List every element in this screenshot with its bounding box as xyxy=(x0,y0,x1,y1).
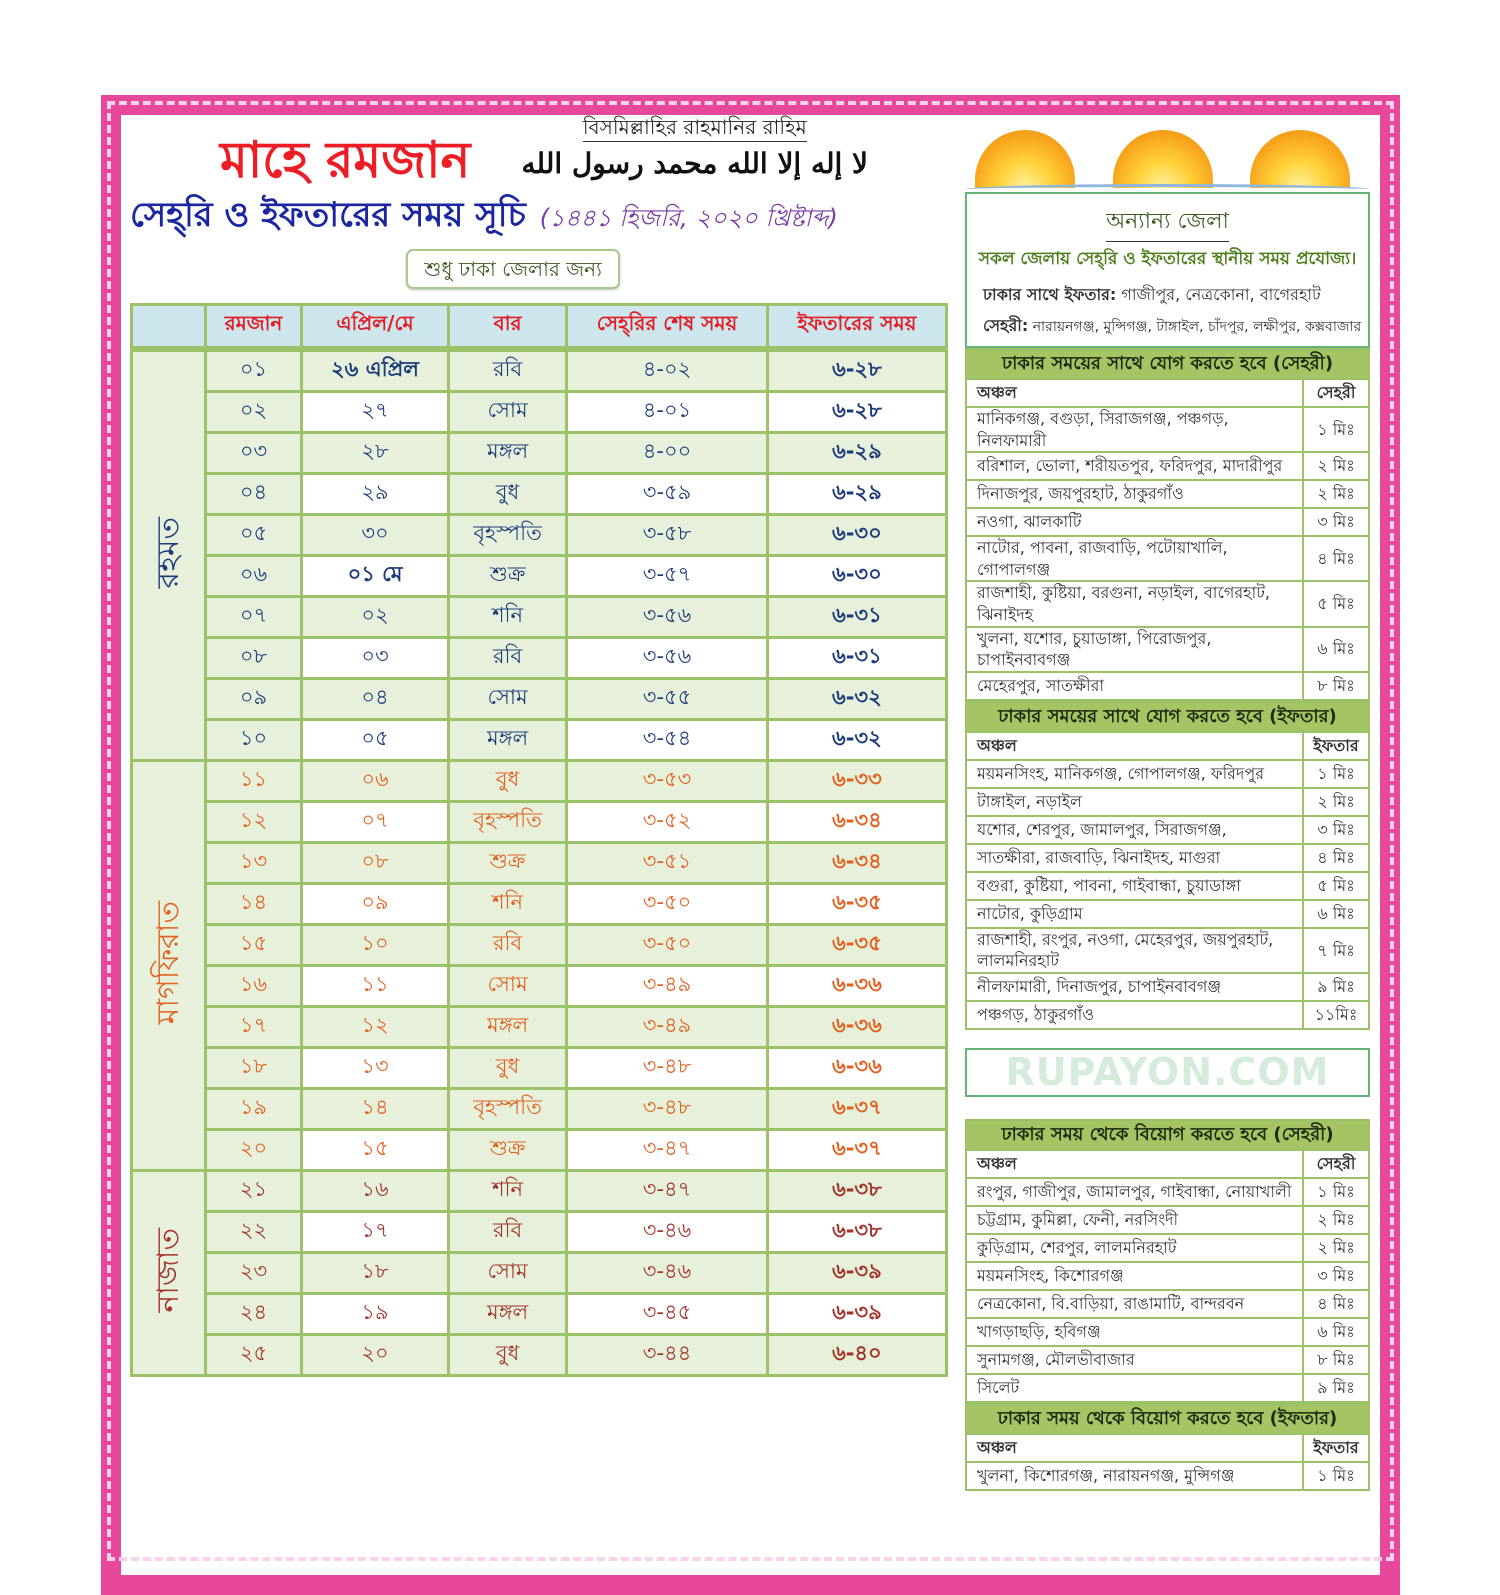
region-row xyxy=(966,816,1369,844)
weekday-cell: বুধ xyxy=(448,1047,566,1088)
weekday-cell: মঙ্গল xyxy=(448,1293,566,1334)
sehri-time-cell: ৩-৪৮ xyxy=(567,1088,767,1129)
region-names: খাগড়াছড়ি, হবিগঞ্জ xyxy=(966,1318,1303,1346)
weekday-cell: বৃহস্পতি xyxy=(448,801,566,842)
weekday-cell: শনি xyxy=(448,1170,566,1211)
schedule-row xyxy=(132,1006,947,1047)
sehri-same-list: নারায়নগঞ্জ, মুন্সিগঞ্জ, টাঙ্গাইল, চাঁদপুর, লক্ষীপুর, কক্সবাজার xyxy=(1032,319,1362,335)
iftar-time-cell: ৬-৩১ xyxy=(767,637,946,678)
ramadan-day-cell: ১১ xyxy=(205,760,301,801)
region-row xyxy=(966,900,1369,928)
region-table-title: ঢাকার সময় থেকে বিয়োগ করতে হবে (সেহরী) xyxy=(966,1120,1369,1150)
region-names: নেত্রকোনা, বি.বাড়িয়া, রাঙামাটি, বান্দরবন xyxy=(966,1290,1303,1318)
schedule-row xyxy=(132,1088,947,1129)
region-names: রাজশাহী, রংপুর, নওগা, মেহেরপুর, জয়পুরহাট, লালমনিরহাট xyxy=(966,928,1303,973)
region-table-title: ঢাকার সময়ের সাথে যোগ করতে হবে (সেহরী) xyxy=(966,349,1369,379)
region-table-title-row xyxy=(966,1404,1369,1434)
weekday-cell: শুক্র xyxy=(448,842,566,883)
iftar-time-cell: ৬-৩৭ xyxy=(767,1129,946,1170)
date-cell: ১৩ xyxy=(302,1047,449,1088)
weekday-cell: বুধ xyxy=(448,760,566,801)
date-cell: ২৮ xyxy=(302,432,449,473)
minutes-offset: ২ মিঃ xyxy=(1303,1234,1369,1262)
minutes-column-header: সেহরী xyxy=(1303,1150,1369,1178)
schedule-row xyxy=(132,678,947,719)
sehri-time-cell: ৩-৪৬ xyxy=(567,1211,767,1252)
region-row xyxy=(966,872,1369,900)
weekday-cell: মঙ্গল xyxy=(448,1006,566,1047)
sehri-time-cell: ৩-৫১ xyxy=(567,842,767,883)
sehri-time-cell: ৪-০০ xyxy=(567,432,767,473)
schedule-row xyxy=(132,596,947,637)
other-districts-title: অন্যান্য জেলা xyxy=(1106,204,1229,242)
schedule-row xyxy=(132,555,947,596)
group-label: রহমত xyxy=(150,516,186,589)
sun-icon xyxy=(1113,130,1213,188)
minutes-offset: ২ মিঃ xyxy=(1303,1206,1369,1234)
minutes-column-header: ইফতার xyxy=(1303,1434,1369,1462)
sehri-time-cell: ৩-৪৯ xyxy=(567,1006,767,1047)
other-districts-note: সকল জেলায় সেহ্‌রি ও ইফতারের স্থানীয় সময় প্রযোজ্য। xyxy=(978,249,1357,269)
region-column-header: অঞ্চল xyxy=(966,732,1303,760)
region-table-title: ঢাকার সময় থেকে বিয়োগ করতে হবে (ইফতার) xyxy=(966,1404,1369,1434)
sun-icon xyxy=(975,130,1075,188)
minutes-offset: ৩ মিঃ xyxy=(1303,1262,1369,1290)
region-names: ময়মনসিংহ, মানিকগঞ্জ, গোপালগঞ্জ, ফরিদপুর xyxy=(966,760,1303,788)
region-row xyxy=(966,407,1369,452)
iftar-time-cell: ৬-৩৬ xyxy=(767,965,946,1006)
date-cell: ১৭ xyxy=(302,1211,449,1252)
page-subtitle: সেহ্‌রি ও ইফতারের সময় সূচি xyxy=(130,195,526,235)
minutes-offset: ৪ মিঃ xyxy=(1303,1290,1369,1318)
schedule-row xyxy=(132,473,947,514)
ramadan-day-cell: ১৬ xyxy=(205,965,301,1006)
ramadan-day-cell: ০৫ xyxy=(205,514,301,555)
region-names: বগুরা, কুষ্টিয়া, পাবনা, গাইবান্ধা, চুয়াডাঙ্গা xyxy=(966,872,1303,900)
iftar-time-cell: ৬-৩৯ xyxy=(767,1293,946,1334)
sehri-time-cell: ৩-৫৭ xyxy=(567,555,767,596)
schedule-row xyxy=(132,760,947,801)
schedule-row xyxy=(132,432,947,473)
ramadan-day-cell: ২৫ xyxy=(205,1334,301,1375)
region-names: কুড়িগ্রাম, শেরপুর, লালমনিরহাট xyxy=(966,1234,1303,1262)
sehri-end-header: সেহ্‌রির শেষ সময় xyxy=(567,304,767,349)
schedule-row xyxy=(132,1334,947,1375)
kalima-calligraphy-logo: لا إله إلا الله محمد رسول الله xyxy=(521,147,868,180)
schedule-table xyxy=(130,303,948,1377)
weekday-cell: শনি xyxy=(448,596,566,637)
date-cell: ২৭ xyxy=(302,391,449,432)
date-cell: ১৪ xyxy=(302,1088,449,1129)
ramadan-day-cell: ০৭ xyxy=(205,596,301,637)
schedule-row xyxy=(132,965,947,1006)
horizon-decoration xyxy=(965,184,1370,195)
iftar-time-cell: ৬-৩২ xyxy=(767,719,946,760)
date-cell: ২০ xyxy=(302,1334,449,1375)
date-cell: ১০ xyxy=(302,924,449,965)
iftar-time-cell: ৬-৩৪ xyxy=(767,842,946,883)
schedule-row xyxy=(132,349,947,392)
sehri-time-cell: ৩-৪৮ xyxy=(567,1047,767,1088)
sun-icon xyxy=(1250,130,1350,188)
year-label: (১৪৪১ হিজরি, ২০২০ খ্রিষ্টাব্দ) xyxy=(539,204,838,232)
region-row xyxy=(966,452,1369,480)
dhaka-only-badge: শুধু ঢাকা জেলার জন্য xyxy=(406,249,620,289)
schedule-row xyxy=(132,391,947,432)
region-table-header-row xyxy=(966,732,1369,760)
date-cell: ১৯ xyxy=(302,1293,449,1334)
schedule-row xyxy=(132,801,947,842)
region-names: রাজশাহী, কুষ্টিয়া, বরগুনা, নড়াইল, বাগেরহাট, ঝিনাইদহ xyxy=(966,581,1303,626)
weekday-cell: বুধ xyxy=(448,473,566,514)
iftar-time-cell: ৬-২৮ xyxy=(767,391,946,432)
minutes-offset: ১ মিঃ xyxy=(1303,760,1369,788)
region-names: দিনাজপুর, জয়পুরহাট, ঠাকুরগাঁও xyxy=(966,480,1303,508)
iftar-time-cell: ৬-২৮ xyxy=(767,349,946,392)
ramadan-day-cell: ১৪ xyxy=(205,883,301,924)
region-table-header-row xyxy=(966,379,1369,407)
schedule-row xyxy=(132,1252,947,1293)
sehri-time-cell: ৩-৫৪ xyxy=(567,719,767,760)
region-row xyxy=(966,928,1369,973)
date-cell: ০৫ xyxy=(302,719,449,760)
weekday-cell: সোম xyxy=(448,391,566,432)
iftar-same-label: ঢাকার সাথে ইফতার: xyxy=(983,285,1117,304)
weekday-cell: শনি xyxy=(448,883,566,924)
minutes-offset: ৮ মিঃ xyxy=(1303,672,1369,700)
subtitle-row xyxy=(130,194,948,237)
weekday-cell: সোম xyxy=(448,1252,566,1293)
region-row xyxy=(966,581,1369,626)
region-row xyxy=(966,480,1369,508)
sehri-time-cell: ৩-৪৪ xyxy=(567,1334,767,1375)
minutes-offset: ৩ মিঃ xyxy=(1303,816,1369,844)
sehri-same-label: সেহরী: xyxy=(983,316,1029,335)
sehri-time-cell: ৩-৫৬ xyxy=(567,596,767,637)
region-row xyxy=(966,973,1369,1001)
iftar-subtract-table xyxy=(965,1403,1370,1491)
date-cell: ০৩ xyxy=(302,637,449,678)
region-names: নাটোর, কুড়িগ্রাম xyxy=(966,900,1303,928)
iftar-same-list: গাজীপুর, নেত্রকোনা, বাগেরহাট xyxy=(1121,285,1321,304)
weekday-cell: বৃহস্পতি xyxy=(448,514,566,555)
region-row xyxy=(966,760,1369,788)
weekday-header: বার xyxy=(448,304,566,349)
date-cell: ১৮ xyxy=(302,1252,449,1293)
date-cell: ০৯ xyxy=(302,883,449,924)
weekday-cell: শুক্র xyxy=(448,1129,566,1170)
region-table-title-row xyxy=(966,702,1369,732)
group-cell xyxy=(132,760,206,1170)
schedule-row xyxy=(132,719,947,760)
schedule-column xyxy=(130,114,948,1377)
minutes-offset: ১ মিঃ xyxy=(1303,407,1369,452)
group-cell xyxy=(132,1170,206,1375)
ramadan-day-cell: ২১ xyxy=(205,1170,301,1211)
date-cell: ২৯ xyxy=(302,473,449,514)
region-table-header-row xyxy=(966,1150,1369,1178)
watermark-logo: RUPAYON.COM xyxy=(965,1048,1370,1097)
page-title: মাহে রমজান xyxy=(220,131,471,189)
region-row xyxy=(966,844,1369,872)
suns-decoration xyxy=(965,130,1370,192)
iftar-time-cell: ৬-৩৯ xyxy=(767,1252,946,1293)
schedule-row xyxy=(132,1293,947,1334)
sehri-time-cell: ৩-৪৫ xyxy=(567,1293,767,1334)
region-row xyxy=(966,1462,1369,1490)
weekday-cell: রবি xyxy=(448,349,566,392)
region-row xyxy=(966,1001,1369,1029)
region-row xyxy=(966,1318,1369,1346)
region-column-header: অঞ্চল xyxy=(966,379,1303,407)
region-names: খুলনা, কিশোরগঞ্জ, নারায়নগঞ্জ, মুন্সিগঞ্জ xyxy=(966,1462,1303,1490)
sehri-time-cell: ৩-৫৩ xyxy=(567,760,767,801)
ramadan-day-cell: ০২ xyxy=(205,391,301,432)
sehri-time-cell: ৩-৪৭ xyxy=(567,1170,767,1211)
date-cell: ২৬ এপ্রিল xyxy=(302,349,449,392)
date-cell: ৩০ xyxy=(302,514,449,555)
region-names: নওগা, ঝালকাটি xyxy=(966,508,1303,536)
sehri-time-cell: ৩-৫৮ xyxy=(567,514,767,555)
districts-column xyxy=(965,130,1370,1491)
weekday-cell: সোম xyxy=(448,965,566,1006)
minutes-offset: ৮ মিঃ xyxy=(1303,1346,1369,1374)
region-column-header: অঞ্চল xyxy=(966,1150,1303,1178)
schedule-row xyxy=(132,514,947,555)
minutes-column-header: সেহরী xyxy=(1303,379,1369,407)
iftar-time-cell: ৬-৩৬ xyxy=(767,1006,946,1047)
region-names: রংপুর, গাজীপুর, জামালপুর, গাইবান্ধা, নোয়াখালী xyxy=(966,1178,1303,1206)
minutes-offset: ৪ মিঃ xyxy=(1303,844,1369,872)
region-names: সুনামগঞ্জ, মৌলভীবাজার xyxy=(966,1346,1303,1374)
minutes-column-header: ইফতার xyxy=(1303,732,1369,760)
minutes-offset: ৪ মিঃ xyxy=(1303,536,1369,581)
date-cell: ০৭ xyxy=(302,801,449,842)
region-row xyxy=(966,788,1369,816)
iftar-time-cell: ৬-২৯ xyxy=(767,432,946,473)
iftar-time-cell: ৬-২৯ xyxy=(767,473,946,514)
weekday-cell: বৃহস্পতি xyxy=(448,1088,566,1129)
region-row xyxy=(966,1178,1369,1206)
region-row xyxy=(966,1206,1369,1234)
iftar-time-cell: ৬-৩৪ xyxy=(767,801,946,842)
ramadan-day-cell: ২২ xyxy=(205,1211,301,1252)
ramadan-day-cell: ০৩ xyxy=(205,432,301,473)
sehri-time-cell: ৩-৫৫ xyxy=(567,678,767,719)
ramadan-day-cell: ১৮ xyxy=(205,1047,301,1088)
schedule-row xyxy=(132,1170,947,1211)
date-cell: ০৮ xyxy=(302,842,449,883)
iftar-time-cell: ৬-৩৮ xyxy=(767,1170,946,1211)
region-names: সাতক্ষীরা, রাজবাড়ি, ঝিনাইদহ, মাগুরা xyxy=(966,844,1303,872)
schedule-row xyxy=(132,924,947,965)
region-row xyxy=(966,1290,1369,1318)
date-cell: ১৫ xyxy=(302,1129,449,1170)
weekday-cell: রবি xyxy=(448,637,566,678)
weekday-cell: সোম xyxy=(448,678,566,719)
ramadan-day-cell: ২৩ xyxy=(205,1252,301,1293)
iftar-time-cell: ৬-৪০ xyxy=(767,1334,946,1375)
ramadan-day-cell: ১৩ xyxy=(205,842,301,883)
minutes-offset: ৯ মিঃ xyxy=(1303,973,1369,1001)
region-names: চট্টগ্রাম, কুমিল্লা, ফেনী, নরসিংদী xyxy=(966,1206,1303,1234)
region-row xyxy=(966,508,1369,536)
schedule-row xyxy=(132,842,947,883)
region-row xyxy=(966,1262,1369,1290)
sehri-time-cell: ৩-৪৯ xyxy=(567,965,767,1006)
schedule-row xyxy=(132,1211,947,1252)
sehri-add-table xyxy=(965,348,1370,701)
sehri-time-cell: ৪-০২ xyxy=(567,349,767,392)
ramadan-day-cell: ০৪ xyxy=(205,473,301,514)
sehri-time-cell: ৩-৪৬ xyxy=(567,1252,767,1293)
region-table-title-row xyxy=(966,1120,1369,1150)
region-names: নীলফামারী, দিনাজপুর, চাপাইনবাবগঞ্জ xyxy=(966,973,1303,1001)
region-names: খুলনা, যশোর, চুয়াডাঙ্গা, পিরোজপুর, চাপাইনবাবগঞ্জ xyxy=(966,627,1303,672)
group-label: নাজাত xyxy=(150,1227,186,1313)
schedule-row xyxy=(132,1047,947,1088)
ramadan-day-cell: ১২ xyxy=(205,801,301,842)
minutes-offset: ৬ মিঃ xyxy=(1303,1318,1369,1346)
iftar-time-cell: ৬-৩৫ xyxy=(767,924,946,965)
region-row xyxy=(966,672,1369,700)
date-cell: ১২ xyxy=(302,1006,449,1047)
minutes-offset: ১ মিঃ xyxy=(1303,1178,1369,1206)
region-table-header-row xyxy=(966,1434,1369,1462)
minutes-offset: ৬ মিঃ xyxy=(1303,900,1369,928)
region-names: নাটোর, পাবনা, রাজবাড়ি, পটোয়াখালি, গোপালগঞ্জ xyxy=(966,536,1303,581)
iftar-time-cell: ৬-৩২ xyxy=(767,678,946,719)
region-names: ময়মনসিংহ, কিশোরগঞ্জ xyxy=(966,1262,1303,1290)
iftar-time-cell: ৬-৩০ xyxy=(767,514,946,555)
region-names: বরিশাল, ভোলা, শরীয়তপুর, ফরিদপুর, মাদারীপুর xyxy=(966,452,1303,480)
region-row xyxy=(966,1346,1369,1374)
ramadan-day-cell: ১৯ xyxy=(205,1088,301,1129)
minutes-offset: ৫ মিঃ xyxy=(1303,872,1369,900)
weekday-cell: শুক্র xyxy=(448,555,566,596)
sehri-time-cell: ৩-৫০ xyxy=(567,924,767,965)
group-cell xyxy=(132,349,206,761)
sehri-time-cell: ৩-৫৬ xyxy=(567,637,767,678)
ramadan-day-cell: ১০ xyxy=(205,719,301,760)
region-table-title-row xyxy=(966,349,1369,379)
ramadan-day-cell: ০৬ xyxy=(205,555,301,596)
minutes-offset: ১১মিঃ xyxy=(1303,1001,1369,1029)
date-header: এপ্রিল/মে xyxy=(302,304,449,349)
minutes-offset: ৩ মিঃ xyxy=(1303,508,1369,536)
region-names: টাঙ্গাইল, নড়াইল xyxy=(966,788,1303,816)
iftar-time-cell: ৬-৩০ xyxy=(767,555,946,596)
region-names: মানিকগঞ্জ, বগুড়া, সিরাজগঞ্জ, পঞ্চগড়, নিলফামারী xyxy=(966,407,1303,452)
sehri-subtract-table xyxy=(965,1119,1370,1403)
region-names: মেহেরপুর, সাতক্ষীরা xyxy=(966,672,1303,700)
iftar-time-cell: ৬-৩৬ xyxy=(767,1047,946,1088)
weekday-cell: মঙ্গল xyxy=(448,432,566,473)
minutes-offset: ৯ মিঃ xyxy=(1303,1374,1369,1402)
weekday-cell: রবি xyxy=(448,924,566,965)
region-table-title: ঢাকার সময়ের সাথে যোগ করতে হবে (ইফতার) xyxy=(966,702,1369,732)
schedule-row xyxy=(132,883,947,924)
sehri-time-cell: ৪-০১ xyxy=(567,391,767,432)
region-names: সিলেট xyxy=(966,1374,1303,1402)
group-label: মাগফিরাত xyxy=(150,900,186,1025)
minutes-offset: ২ মিঃ xyxy=(1303,480,1369,508)
sehri-time-cell: ৩-৫২ xyxy=(567,801,767,842)
minutes-offset: ১ মিঃ xyxy=(1303,1462,1369,1490)
sehri-time-cell: ৩-৫০ xyxy=(567,883,767,924)
iftar-time-cell: ৬-৩১ xyxy=(767,596,946,637)
schedule-row xyxy=(132,1129,947,1170)
iftar-time-cell: ৬-৩৮ xyxy=(767,1211,946,1252)
iftar-time-cell: ৬-৩৫ xyxy=(767,883,946,924)
ramadan-day-header: রমজান xyxy=(205,304,301,349)
date-cell: ১৬ xyxy=(302,1170,449,1211)
ramadan-day-cell: ২০ xyxy=(205,1129,301,1170)
ramadan-day-cell: ১৫ xyxy=(205,924,301,965)
iftar-add-table xyxy=(965,701,1370,1030)
date-cell: ০১ মে xyxy=(302,555,449,596)
iftar-time-cell: ৬-৩৭ xyxy=(767,1088,946,1129)
weekday-cell: রবি xyxy=(448,1211,566,1252)
bismillah-block xyxy=(522,114,868,182)
region-names: পঞ্চগড়, ঠাকুরগাঁও xyxy=(966,1001,1303,1029)
header-row xyxy=(130,114,948,190)
region-row xyxy=(966,536,1369,581)
other-districts-box xyxy=(965,192,1370,348)
ramadan-day-cell: ০৯ xyxy=(205,678,301,719)
date-cell: ০৬ xyxy=(302,760,449,801)
ramadan-day-cell: ২৪ xyxy=(205,1293,301,1334)
region-row xyxy=(966,1234,1369,1262)
minutes-offset: ৭ মিঃ xyxy=(1303,928,1369,973)
iftar-time-cell: ৬-৩৩ xyxy=(767,760,946,801)
ramadan-day-cell: ০১ xyxy=(205,349,301,392)
minutes-offset: ২ মিঃ xyxy=(1303,452,1369,480)
region-row xyxy=(966,1374,1369,1402)
sehri-time-cell: ৩-৫৯ xyxy=(567,473,767,514)
ramadan-day-cell: ১৭ xyxy=(205,1006,301,1047)
iftar-time-header: ইফতারের সময় xyxy=(767,304,946,349)
region-row xyxy=(966,627,1369,672)
minutes-offset: ২ মিঃ xyxy=(1303,788,1369,816)
date-cell: ০২ xyxy=(302,596,449,637)
region-names: যশোর, শেরপুর, জামালপুর, সিরাজগঞ্জ, xyxy=(966,816,1303,844)
group-column-header xyxy=(132,304,206,349)
ramadan-day-cell: ০৮ xyxy=(205,637,301,678)
weekday-cell: মঙ্গল xyxy=(448,719,566,760)
bismillah-text: বিসমিল্লাহির রাহমানির রাহিম xyxy=(583,114,807,142)
date-cell: ০৪ xyxy=(302,678,449,719)
date-cell: ১১ xyxy=(302,965,449,1006)
sehri-time-cell: ৩-৪৭ xyxy=(567,1129,767,1170)
region-column-header: অঞ্চল xyxy=(966,1434,1303,1462)
weekday-cell: বুধ xyxy=(448,1334,566,1375)
minutes-offset: ৬ মিঃ xyxy=(1303,627,1369,672)
minutes-offset: ৫ মিঃ xyxy=(1303,581,1369,626)
schedule-row xyxy=(132,637,947,678)
